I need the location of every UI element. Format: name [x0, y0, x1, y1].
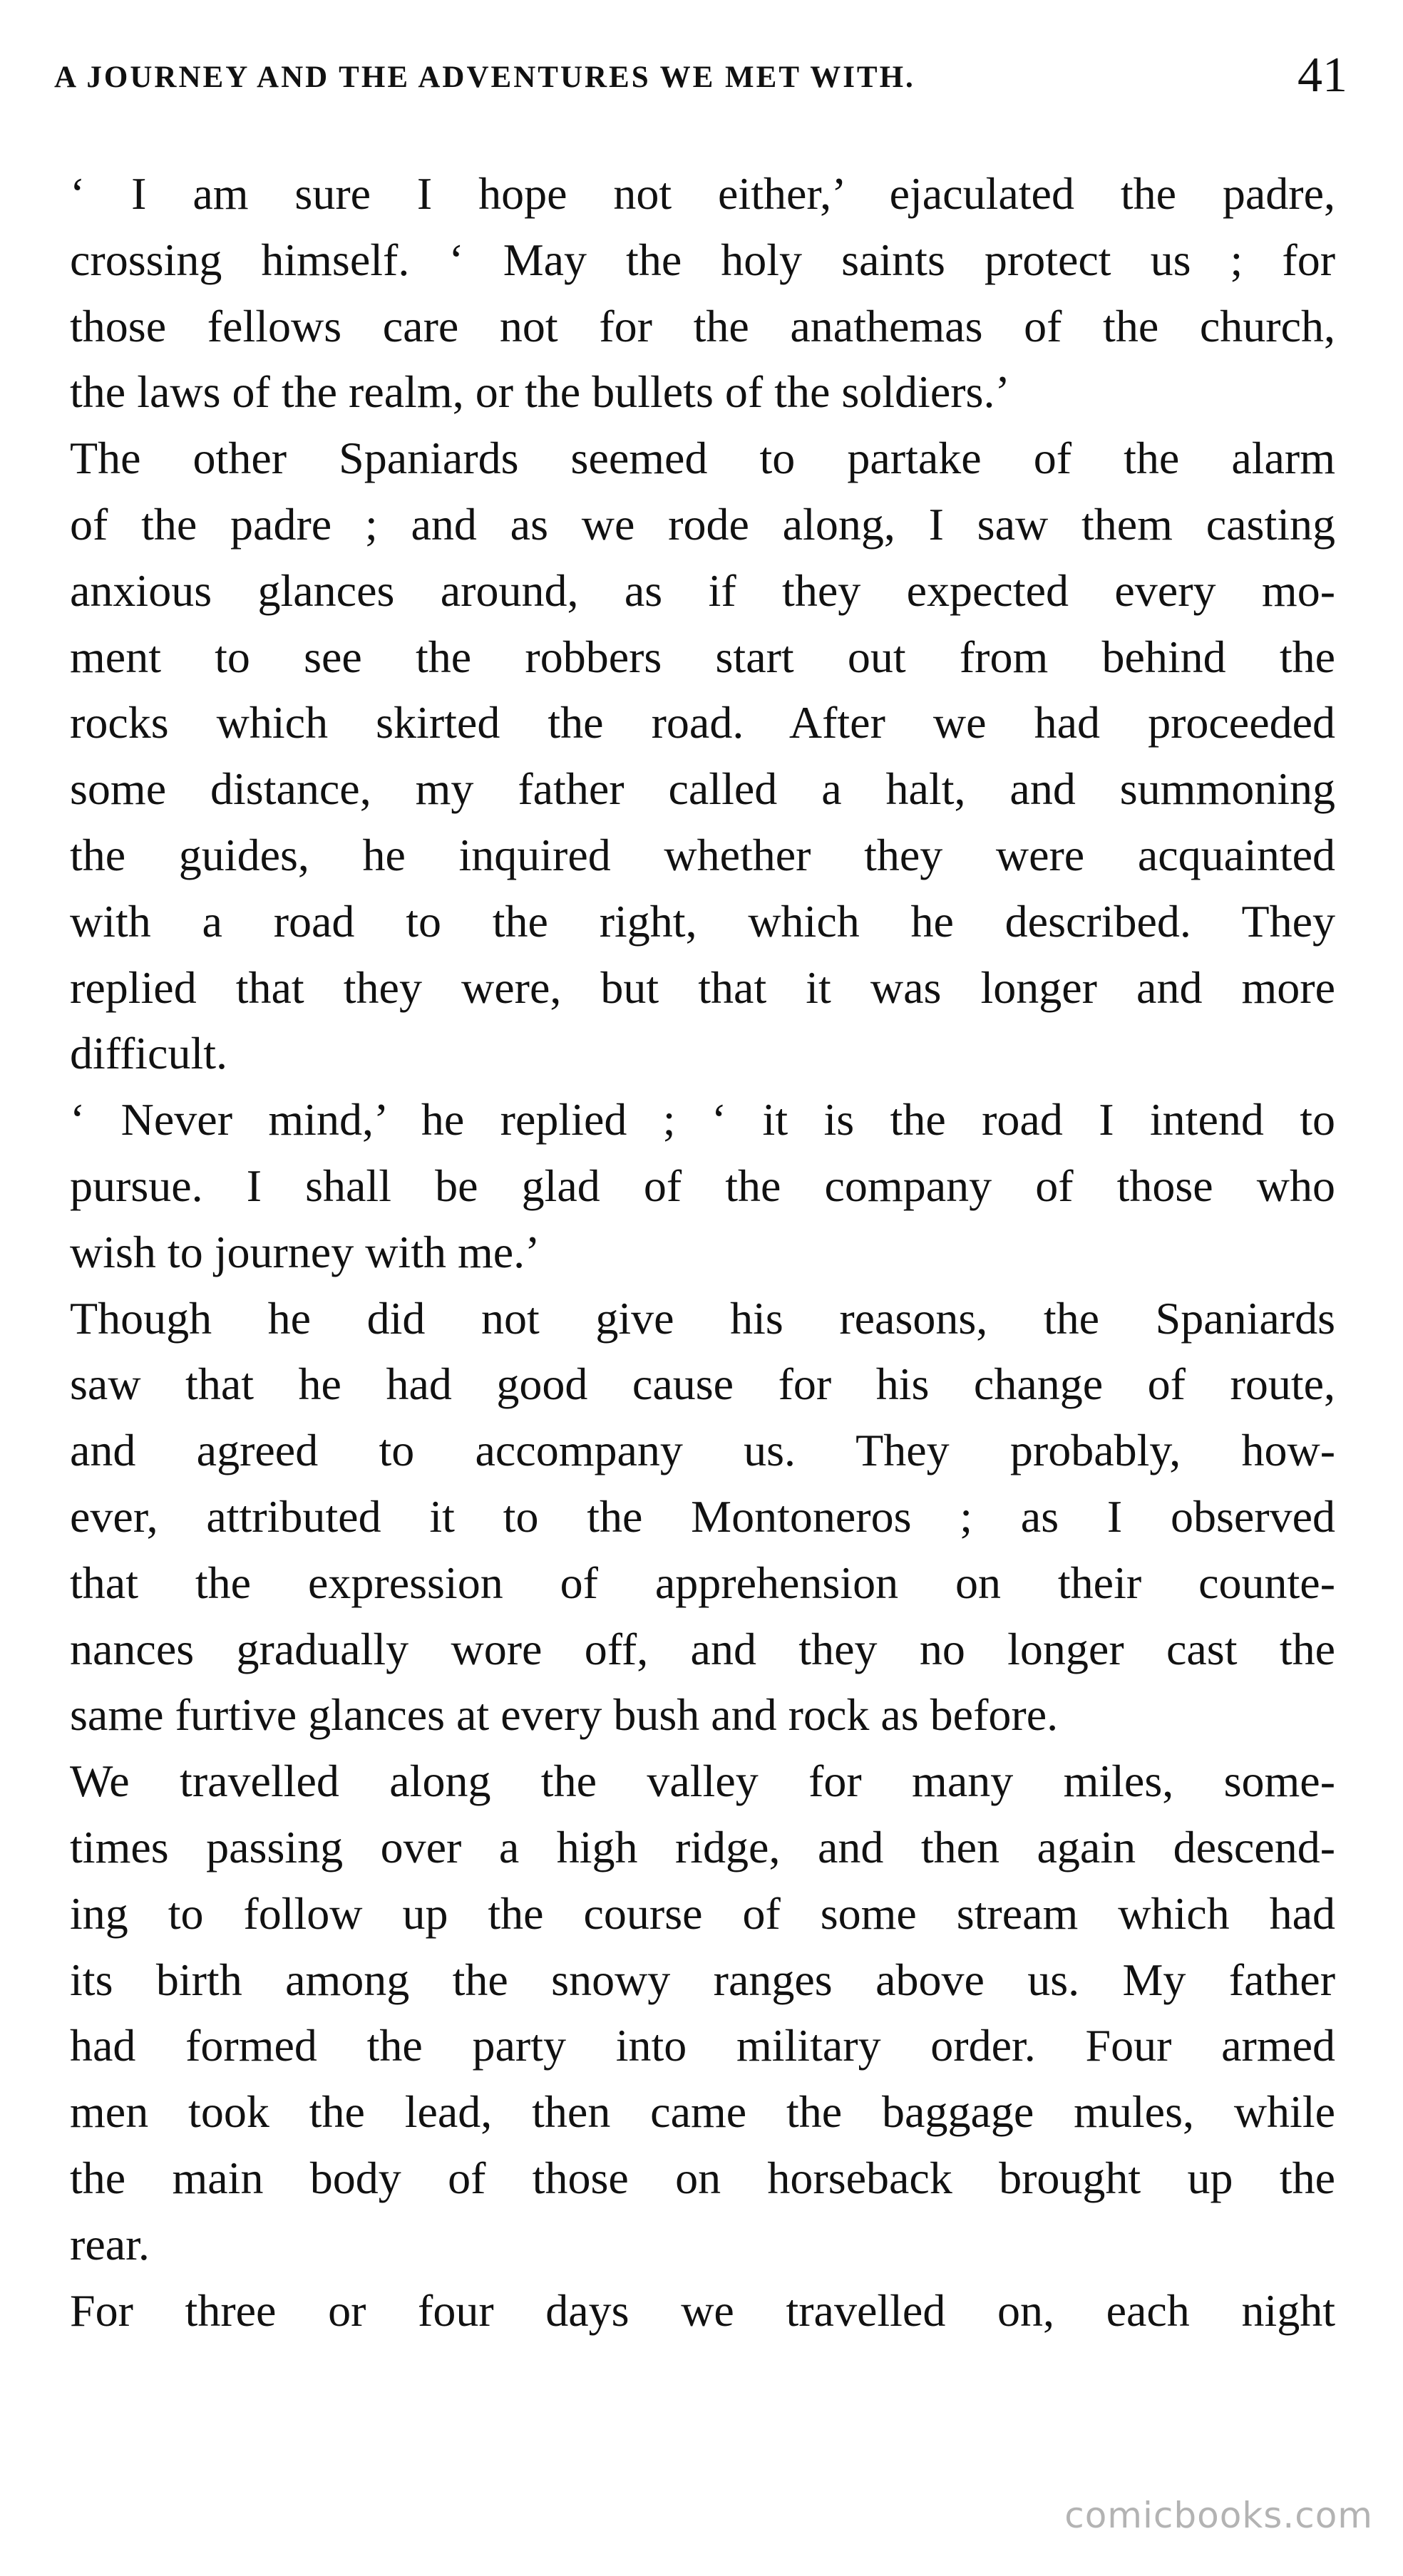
text-line: rocks which skirted the road. After we had proceeded — [70, 697, 1335, 748]
text-line: The other Spaniards seemed to partake of the alarm — [70, 433, 1335, 484]
text-line: ment to see the robbers start out from behind the — [70, 631, 1335, 682]
page-number: 41 — [1297, 48, 1347, 103]
text-line: nances gradually wore off, and they no longer cast the — [70, 1623, 1335, 1674]
text-line: men took the lead, then came the baggage mules, while — [70, 2086, 1335, 2138]
text-line: had formed the party into military order. Four armed — [70, 2020, 1335, 2071]
text-line: We travelled along the valley for many miles, some- — [70, 1756, 1335, 1807]
text-line: ing to follow up the course of some stream which had — [70, 1887, 1335, 1939]
paragraph-6 — [70, 2278, 1335, 2344]
text-line: difficult. — [70, 1028, 227, 1079]
running-title: A JOURNEY AND THE ADVENTURES WE MET WITH. — [54, 61, 915, 94]
running-head — [51, 47, 1347, 118]
text-line: some distance, my father called a halt, and summoning — [70, 763, 1335, 815]
text-line: anxious glances around, as if they expected every mo- — [70, 565, 1335, 616]
text-line: those fellows care not for the anathemas of the church, — [70, 300, 1335, 351]
text-line: Though he did not give his reasons, the Spaniards — [70, 1292, 1335, 1344]
paragraph-3 — [70, 1087, 1335, 1285]
text-line: For three or four days we travelled on, each night — [70, 2284, 1335, 2336]
text-line: pursue. I shall be glad of the company of those who — [70, 1160, 1335, 1211]
text-line: wish to journey with me.’ — [70, 1226, 540, 1277]
text-line: the guides, he inquired whether they were acquainted — [70, 829, 1335, 880]
text-line: ‘ I am sure I hope not either,’ ejaculated the padre, — [70, 168, 1335, 219]
text-line: its birth among the snowy ranges above us. My father — [70, 1954, 1335, 2005]
watermark: comicbooks.com — [1064, 2495, 1373, 2536]
text-line: replied that they were, but that it was longer and more — [70, 962, 1335, 1013]
paragraph-4 — [70, 1286, 1335, 1749]
text-line: of the padre ; and as we rode along, I saw them casting — [70, 498, 1335, 550]
paragraph-2 — [70, 426, 1335, 1087]
text-line: saw that he had good cause for his change of route, — [70, 1359, 1335, 1410]
text-line: same furtive glances at every bush and rock as before. — [70, 1689, 1059, 1741]
text-line: ever, attributed it to the Montoneros ; as I observed — [70, 1490, 1335, 1542]
paragraph-1 — [70, 161, 1335, 426]
text-line: the main body of those on horseback brought up the — [70, 2152, 1335, 2203]
text-line: times passing over a high ridge, and then again descend- — [70, 1821, 1335, 1872]
text-line: crossing himself. ‘ May the holy saints protect us ; for — [70, 234, 1335, 285]
text-line: that the expression of apprehension on their counte- — [70, 1557, 1335, 1608]
body-text — [70, 161, 1335, 2344]
text-line: rear. — [70, 2218, 150, 2270]
paragraph-5 — [70, 1748, 1335, 2277]
text-line: with a road to the right, which he described. They — [70, 895, 1335, 947]
text-line: the laws of the realm, or the bullets of the soldiers.’ — [70, 366, 1010, 418]
text-line: and agreed to accompany us. They probably, how- — [70, 1425, 1335, 1476]
text-line: ‘ Never mind,’ he replied ; ‘ it is the road I intend to — [70, 1094, 1335, 1145]
